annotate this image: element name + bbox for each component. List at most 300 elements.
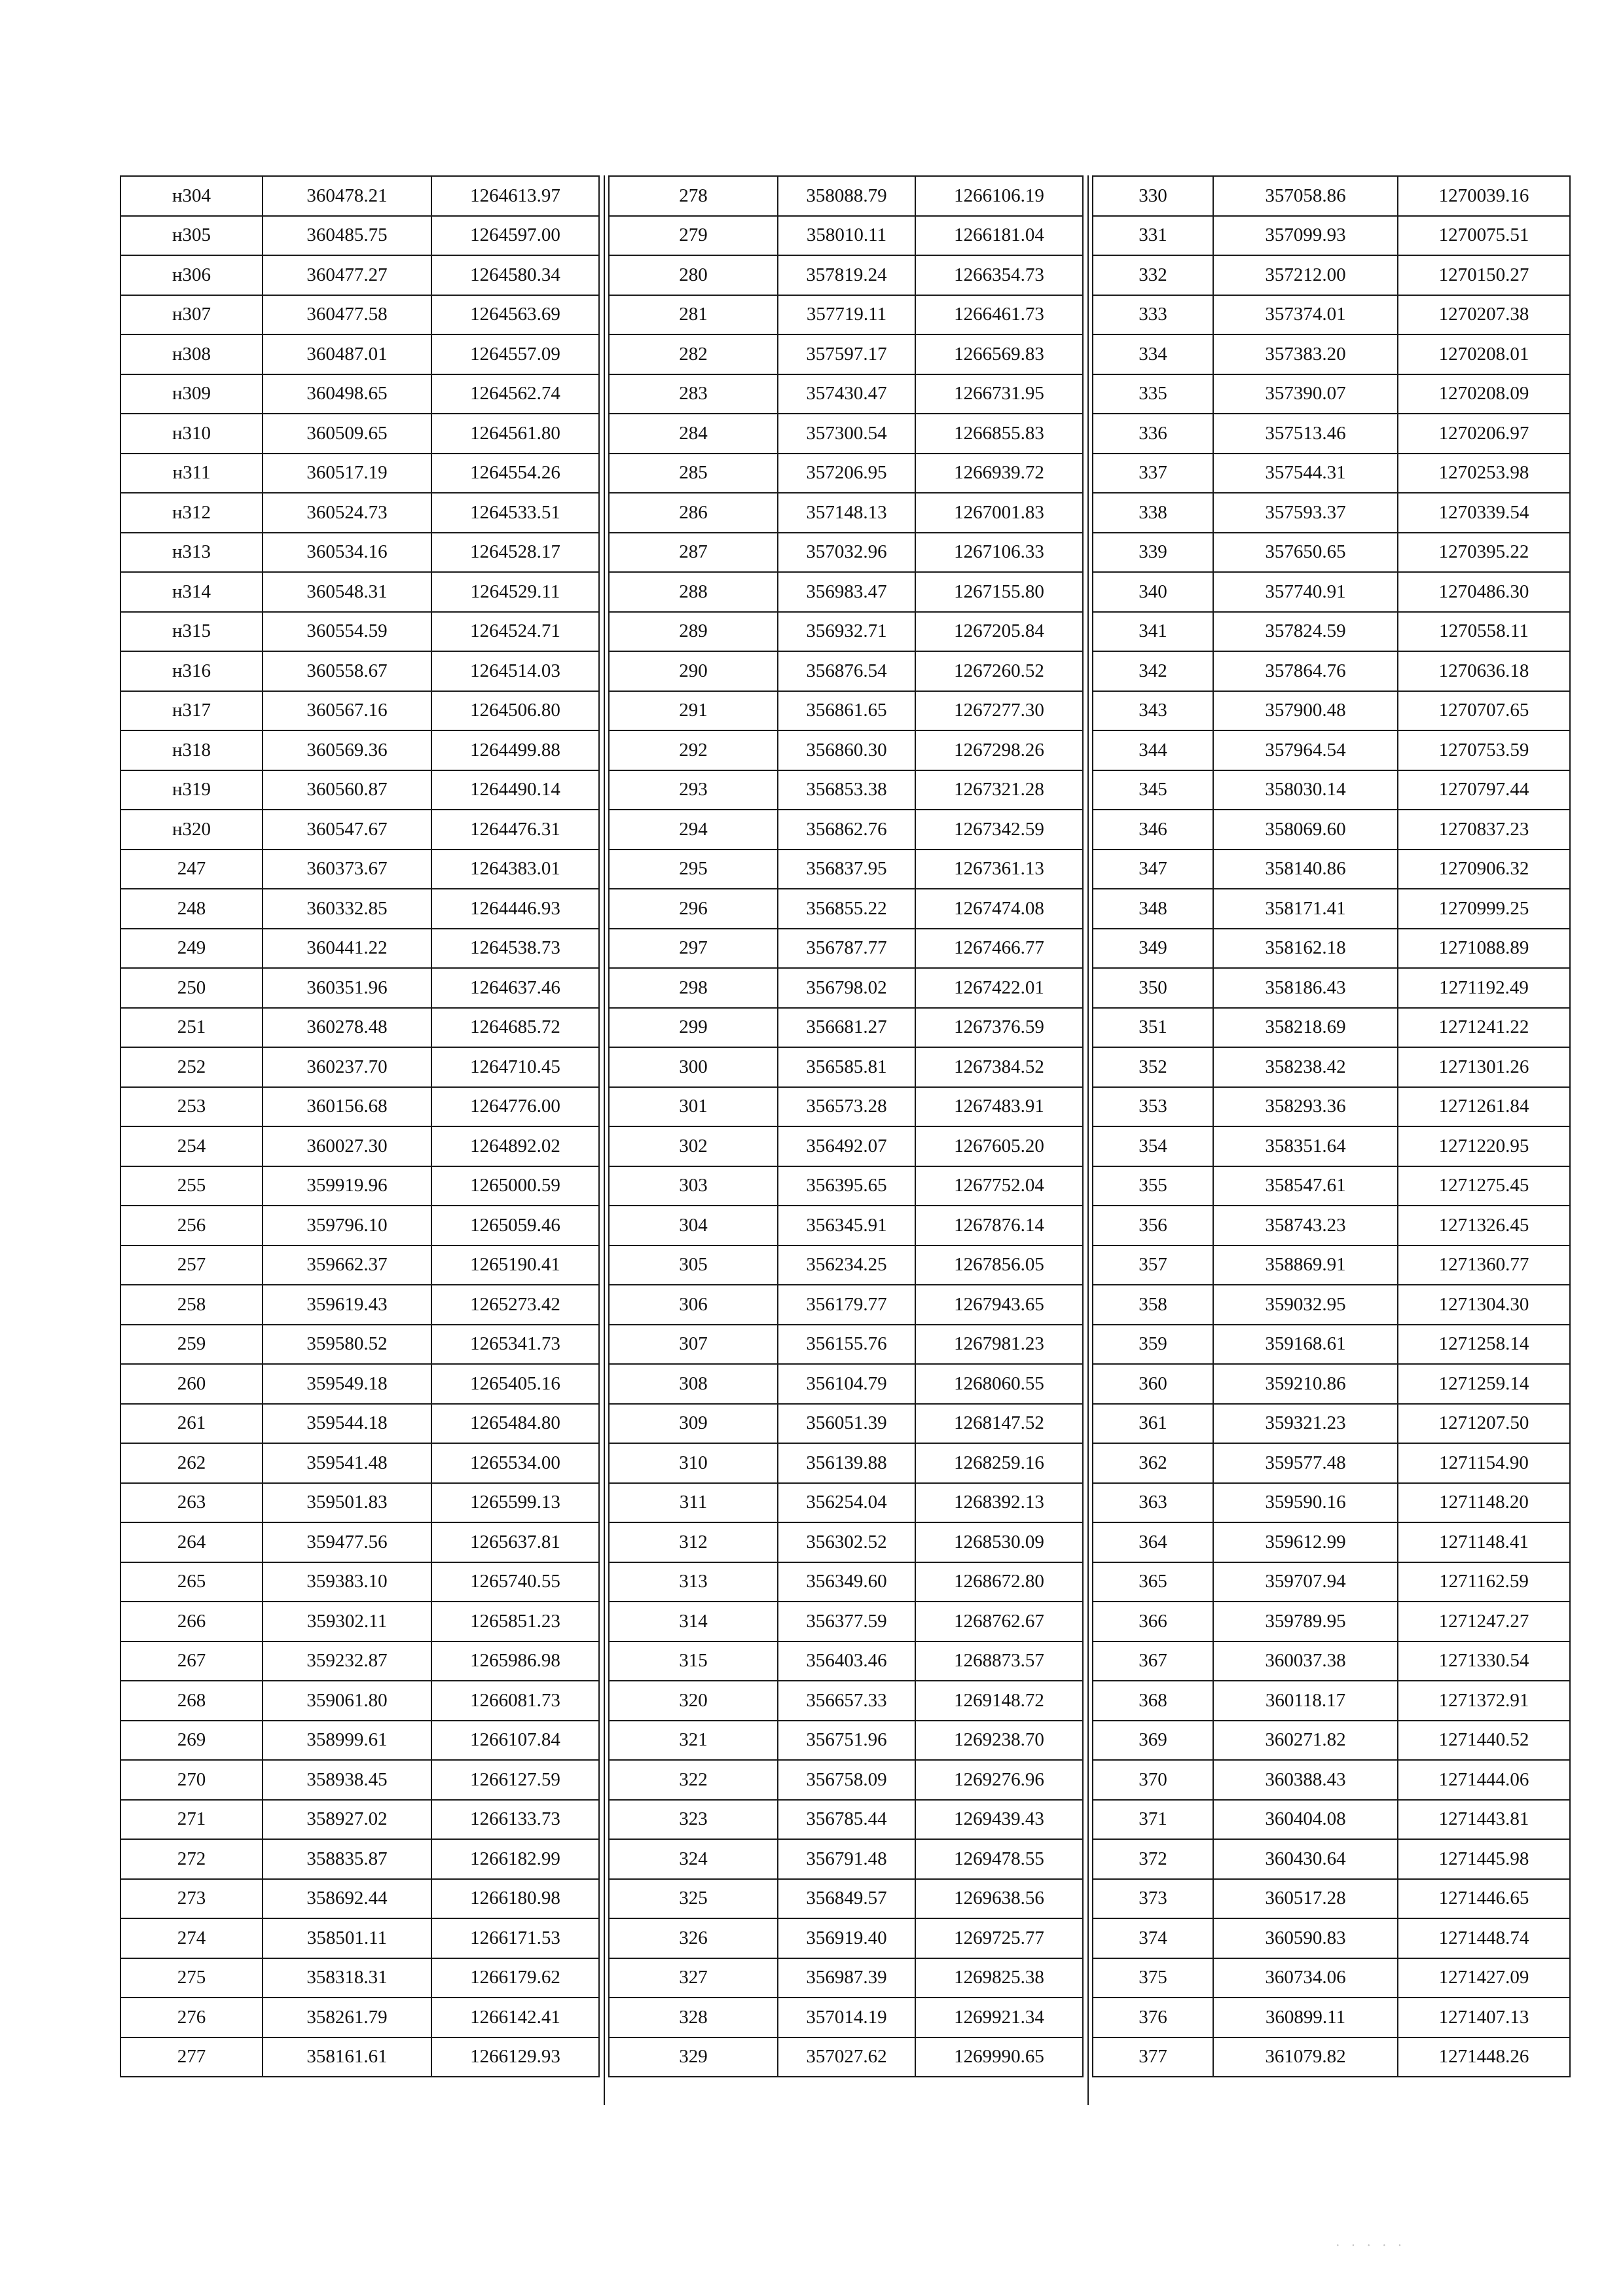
point-number-cell: 305 xyxy=(609,1246,778,1285)
x-coordinate-cell: 359544.18 xyxy=(263,1404,431,1444)
point-number-cell: 312 xyxy=(609,1522,778,1562)
x-coordinate-cell: 358030.14 xyxy=(1213,770,1398,810)
table-row xyxy=(120,1285,599,1325)
table-row xyxy=(120,1087,599,1127)
point-number-cell: 374 xyxy=(1093,1918,1213,1958)
point-number-cell: 367 xyxy=(1093,1641,1213,1681)
table-row xyxy=(1093,730,1570,770)
point-number-cell: н320 xyxy=(120,810,263,850)
x-coordinate-cell: 356302.52 xyxy=(778,1522,915,1562)
table-row xyxy=(120,612,599,652)
y-coordinate-cell: 1270150.27 xyxy=(1398,255,1570,295)
table-row xyxy=(1093,1998,1570,2037)
y-coordinate-cell: 1265405.16 xyxy=(431,1364,599,1404)
x-coordinate-cell: 360373.67 xyxy=(263,850,431,889)
x-coordinate-cell: 360548.31 xyxy=(263,572,431,612)
point-number-cell: 288 xyxy=(609,572,778,612)
x-coordinate-cell: 357900.48 xyxy=(1213,691,1398,731)
table-row xyxy=(1093,1562,1570,1602)
y-coordinate-cell: 1264490.14 xyxy=(431,770,599,810)
table-row xyxy=(609,651,1083,691)
table-row xyxy=(1093,1443,1570,1483)
x-coordinate-cell: 356155.76 xyxy=(778,1325,915,1365)
x-coordinate-cell: 358238.42 xyxy=(1213,1047,1398,1087)
point-number-cell: 335 xyxy=(1093,374,1213,414)
point-number-cell: 310 xyxy=(609,1443,778,1483)
x-coordinate-cell: 358140.86 xyxy=(1213,850,1398,889)
table-row xyxy=(120,651,599,691)
y-coordinate-cell: 1267422.01 xyxy=(915,968,1083,1008)
x-coordinate-cell: 360332.85 xyxy=(263,889,431,929)
table-row xyxy=(120,1522,599,1562)
coordinate-table-block-3 xyxy=(1092,175,1571,2077)
y-coordinate-cell: 1269990.65 xyxy=(915,2037,1083,2077)
x-coordinate-cell: 358869.91 xyxy=(1213,1246,1398,1285)
table-row xyxy=(609,1998,1083,2037)
table-row xyxy=(1093,1087,1570,1127)
point-number-cell: 356 xyxy=(1093,1206,1213,1246)
table-row xyxy=(609,295,1083,335)
point-number-cell: н305 xyxy=(120,216,263,256)
point-number-cell: 308 xyxy=(609,1364,778,1404)
x-coordinate-cell: 360899.11 xyxy=(1213,1998,1398,2037)
x-coordinate-cell: 359541.48 xyxy=(263,1443,431,1483)
table-row xyxy=(120,889,599,929)
point-number-cell: 363 xyxy=(1093,1483,1213,1523)
x-coordinate-cell: 356849.57 xyxy=(778,1879,915,1919)
point-number-cell: н315 xyxy=(120,612,263,652)
x-coordinate-cell: 359577.48 xyxy=(1213,1443,1398,1483)
point-number-cell: 354 xyxy=(1093,1126,1213,1166)
point-number-cell: н308 xyxy=(120,334,263,374)
y-coordinate-cell: 1268873.57 xyxy=(915,1641,1083,1681)
y-coordinate-cell: 1271275.45 xyxy=(1398,1166,1570,1206)
point-number-cell: 368 xyxy=(1093,1681,1213,1721)
table-row xyxy=(120,374,599,414)
table-row xyxy=(1093,1126,1570,1166)
y-coordinate-cell: 1266569.83 xyxy=(915,334,1083,374)
y-coordinate-cell: 1269638.56 xyxy=(915,1879,1083,1919)
point-number-cell: 352 xyxy=(1093,1047,1213,1087)
point-number-cell: 357 xyxy=(1093,1246,1213,1285)
point-number-cell: н310 xyxy=(120,414,263,454)
point-number-cell: 259 xyxy=(120,1325,263,1365)
point-number-cell: 292 xyxy=(609,730,778,770)
table-row xyxy=(609,1325,1083,1365)
y-coordinate-cell: 1264562.74 xyxy=(431,374,599,414)
x-coordinate-cell: 359210.86 xyxy=(1213,1364,1398,1404)
table-row xyxy=(1093,1800,1570,1840)
point-number-cell: н318 xyxy=(120,730,263,770)
x-coordinate-cell: 359383.10 xyxy=(263,1562,431,1602)
x-coordinate-cell: 356345.91 xyxy=(778,1206,915,1246)
table-row xyxy=(609,1562,1083,1602)
y-coordinate-cell: 1266855.83 xyxy=(915,414,1083,454)
point-number-cell: 350 xyxy=(1093,968,1213,1008)
table-row xyxy=(609,1602,1083,1641)
x-coordinate-cell: 356234.25 xyxy=(778,1246,915,1285)
table-row xyxy=(609,414,1083,454)
y-coordinate-cell: 1264561.80 xyxy=(431,414,599,454)
table-row xyxy=(609,1522,1083,1562)
x-coordinate-cell: 359032.95 xyxy=(1213,1285,1398,1325)
coordinate-table-block-2 xyxy=(608,175,1084,2077)
y-coordinate-cell: 1270636.18 xyxy=(1398,651,1570,691)
point-number-cell: 260 xyxy=(120,1364,263,1404)
y-coordinate-cell: 1266127.59 xyxy=(431,1760,599,1800)
y-coordinate-cell: 1264538.73 xyxy=(431,929,599,969)
x-coordinate-cell: 360554.59 xyxy=(263,612,431,652)
point-number-cell: 333 xyxy=(1093,295,1213,335)
table-row xyxy=(1093,929,1570,969)
x-coordinate-cell: 356585.81 xyxy=(778,1047,915,1087)
x-coordinate-cell: 357390.07 xyxy=(1213,374,1398,414)
x-coordinate-cell: 357014.19 xyxy=(778,1998,915,2037)
table-row xyxy=(609,493,1083,533)
y-coordinate-cell: 1264476.31 xyxy=(431,810,599,850)
point-number-cell: 285 xyxy=(609,454,778,493)
point-number-cell: 344 xyxy=(1093,730,1213,770)
point-number-cell: 351 xyxy=(1093,1008,1213,1048)
x-coordinate-cell: 357964.54 xyxy=(1213,730,1398,770)
point-number-cell: 338 xyxy=(1093,493,1213,533)
y-coordinate-cell: 1264597.00 xyxy=(431,216,599,256)
point-number-cell: 377 xyxy=(1093,2037,1213,2077)
point-number-cell: 255 xyxy=(120,1166,263,1206)
y-coordinate-cell: 1264383.01 xyxy=(431,850,599,889)
x-coordinate-cell: 360237.70 xyxy=(263,1047,431,1087)
table-row xyxy=(609,612,1083,652)
y-coordinate-cell: 1271148.20 xyxy=(1398,1483,1570,1523)
x-coordinate-cell: 360477.58 xyxy=(263,295,431,335)
table-row xyxy=(609,454,1083,493)
y-coordinate-cell: 1269725.77 xyxy=(915,1918,1083,1958)
x-coordinate-cell: 360351.96 xyxy=(263,968,431,1008)
point-number-cell: 325 xyxy=(609,1879,778,1919)
point-number-cell: 347 xyxy=(1093,850,1213,889)
y-coordinate-cell: 1271360.77 xyxy=(1398,1246,1570,1285)
y-coordinate-cell: 1264514.03 xyxy=(431,651,599,691)
x-coordinate-cell: 356791.48 xyxy=(778,1839,915,1879)
table-row xyxy=(120,1404,599,1444)
table-row xyxy=(1093,1641,1570,1681)
x-coordinate-cell: 357650.65 xyxy=(1213,533,1398,573)
point-number-cell: 269 xyxy=(120,1721,263,1761)
point-number-cell: 268 xyxy=(120,1681,263,1721)
y-coordinate-cell: 1267384.52 xyxy=(915,1047,1083,1087)
x-coordinate-cell: 357597.17 xyxy=(778,334,915,374)
x-coordinate-cell: 358162.18 xyxy=(1213,929,1398,969)
point-number-cell: 270 xyxy=(120,1760,263,1800)
point-number-cell: 301 xyxy=(609,1087,778,1127)
y-coordinate-cell: 1271326.45 xyxy=(1398,1206,1570,1246)
x-coordinate-cell: 360560.87 xyxy=(263,770,431,810)
x-coordinate-cell: 360271.82 xyxy=(1213,1721,1398,1761)
point-number-cell: 341 xyxy=(1093,612,1213,652)
point-number-cell: 334 xyxy=(1093,334,1213,374)
table-row xyxy=(1093,850,1570,889)
x-coordinate-cell: 357027.62 xyxy=(778,2037,915,2077)
y-coordinate-cell: 1271330.54 xyxy=(1398,1641,1570,1681)
table-row xyxy=(1093,968,1570,1008)
x-coordinate-cell: 356861.65 xyxy=(778,691,915,731)
point-number-cell: 303 xyxy=(609,1166,778,1206)
table-row xyxy=(1093,493,1570,533)
point-number-cell: 295 xyxy=(609,850,778,889)
point-number-cell: 274 xyxy=(120,1918,263,1958)
x-coordinate-cell: 357719.11 xyxy=(778,295,915,335)
y-coordinate-cell: 1271192.49 xyxy=(1398,968,1570,1008)
point-number-cell: 370 xyxy=(1093,1760,1213,1800)
x-coordinate-cell: 360734.06 xyxy=(1213,1958,1398,1998)
y-coordinate-cell: 1267155.80 xyxy=(915,572,1083,612)
table-row xyxy=(120,1879,599,1919)
table-row xyxy=(1093,1958,1570,1998)
point-number-cell: 349 xyxy=(1093,929,1213,969)
table-row xyxy=(1093,889,1570,929)
table-row xyxy=(609,1483,1083,1523)
table-row xyxy=(609,810,1083,850)
table-row xyxy=(1093,1008,1570,1048)
y-coordinate-cell: 1267876.14 xyxy=(915,1206,1083,1246)
table-row xyxy=(1093,255,1570,295)
x-coordinate-cell: 359789.95 xyxy=(1213,1602,1398,1641)
y-coordinate-cell: 1264533.51 xyxy=(431,493,599,533)
table-row xyxy=(120,1483,599,1523)
y-coordinate-cell: 1271407.13 xyxy=(1398,1998,1570,2037)
point-number-cell: 309 xyxy=(609,1404,778,1444)
table-row xyxy=(1093,691,1570,731)
x-coordinate-cell: 358927.02 xyxy=(263,1800,431,1840)
y-coordinate-cell: 1271427.09 xyxy=(1398,1958,1570,1998)
x-coordinate-cell: 359321.23 xyxy=(1213,1404,1398,1444)
y-coordinate-cell: 1271162.59 xyxy=(1398,1562,1570,1602)
x-coordinate-cell: 360118.17 xyxy=(1213,1681,1398,1721)
point-number-cell: 249 xyxy=(120,929,263,969)
table-row xyxy=(1093,770,1570,810)
table-row xyxy=(609,1800,1083,1840)
x-coordinate-cell: 357148.13 xyxy=(778,493,915,533)
x-coordinate-cell: 356860.30 xyxy=(778,730,915,770)
table-row xyxy=(609,691,1083,731)
table-row xyxy=(1093,374,1570,414)
y-coordinate-cell: 1270558.11 xyxy=(1398,612,1570,652)
table-row xyxy=(609,334,1083,374)
point-number-cell: 323 xyxy=(609,1800,778,1840)
x-coordinate-cell: 358743.23 xyxy=(1213,1206,1398,1246)
table-row xyxy=(609,533,1083,573)
point-number-cell: 314 xyxy=(609,1602,778,1641)
y-coordinate-cell: 1271448.26 xyxy=(1398,2037,1570,2077)
point-number-cell: 263 xyxy=(120,1483,263,1523)
table-row xyxy=(120,1166,599,1206)
table-row xyxy=(120,1246,599,1285)
y-coordinate-cell: 1265534.00 xyxy=(431,1443,599,1483)
y-coordinate-cell: 1271148.41 xyxy=(1398,1522,1570,1562)
x-coordinate-cell: 356798.02 xyxy=(778,968,915,1008)
y-coordinate-cell: 1267342.59 xyxy=(915,810,1083,850)
x-coordinate-cell: 359612.99 xyxy=(1213,1522,1398,1562)
x-coordinate-cell: 356395.65 xyxy=(778,1166,915,1206)
y-coordinate-cell: 1266182.99 xyxy=(431,1839,599,1879)
point-number-cell: н311 xyxy=(120,454,263,493)
x-coordinate-cell: 356837.95 xyxy=(778,850,915,889)
y-coordinate-cell: 1267605.20 xyxy=(915,1126,1083,1166)
x-coordinate-cell: 358171.41 xyxy=(1213,889,1398,929)
point-number-cell: 262 xyxy=(120,1443,263,1483)
point-number-cell: 291 xyxy=(609,691,778,731)
x-coordinate-cell: 360547.67 xyxy=(263,810,431,850)
point-number-cell: 364 xyxy=(1093,1522,1213,1562)
y-coordinate-cell: 1270075.51 xyxy=(1398,216,1570,256)
point-number-cell: 345 xyxy=(1093,770,1213,810)
y-coordinate-cell: 1267277.30 xyxy=(915,691,1083,731)
point-number-cell: 247 xyxy=(120,850,263,889)
point-number-cell: н317 xyxy=(120,691,263,731)
y-coordinate-cell: 1264563.69 xyxy=(431,295,599,335)
table-row xyxy=(609,1918,1083,1958)
x-coordinate-cell: 360590.83 xyxy=(1213,1918,1398,1958)
x-coordinate-cell: 360558.67 xyxy=(263,651,431,691)
table-row xyxy=(120,295,599,335)
x-coordinate-cell: 356104.79 xyxy=(778,1364,915,1404)
point-number-cell: 320 xyxy=(609,1681,778,1721)
x-coordinate-cell: 359477.56 xyxy=(263,1522,431,1562)
table-row xyxy=(609,850,1083,889)
y-coordinate-cell: 1270208.01 xyxy=(1398,334,1570,374)
point-number-cell: 362 xyxy=(1093,1443,1213,1483)
table-row xyxy=(120,255,599,295)
x-coordinate-cell: 357824.59 xyxy=(1213,612,1398,652)
y-coordinate-cell: 1269478.55 xyxy=(915,1839,1083,1879)
y-coordinate-cell: 1265986.98 xyxy=(431,1641,599,1681)
table-row xyxy=(1093,1681,1570,1721)
x-coordinate-cell: 356855.22 xyxy=(778,889,915,929)
point-number-cell: 287 xyxy=(609,533,778,573)
table-row xyxy=(609,2037,1083,2077)
table-row xyxy=(609,730,1083,770)
x-coordinate-cell: 358692.44 xyxy=(263,1879,431,1919)
point-number-cell: 324 xyxy=(609,1839,778,1879)
table-row xyxy=(1093,454,1570,493)
y-coordinate-cell: 1271301.26 xyxy=(1398,1047,1570,1087)
coordinate-table-block-1 xyxy=(120,175,600,2077)
table-row xyxy=(1093,1206,1570,1246)
x-coordinate-cell: 360477.27 xyxy=(263,255,431,295)
y-coordinate-cell: 1269921.34 xyxy=(915,1998,1083,2037)
y-coordinate-cell: 1270253.98 xyxy=(1398,454,1570,493)
y-coordinate-cell: 1265000.59 xyxy=(431,1166,599,1206)
y-coordinate-cell: 1271440.52 xyxy=(1398,1721,1570,1761)
x-coordinate-cell: 359168.61 xyxy=(1213,1325,1398,1365)
point-number-cell: 326 xyxy=(609,1918,778,1958)
table-row xyxy=(609,1126,1083,1166)
point-number-cell: 254 xyxy=(120,1126,263,1166)
table-row xyxy=(1093,1918,1570,1958)
x-coordinate-cell: 356862.76 xyxy=(778,810,915,850)
point-number-cell: 282 xyxy=(609,334,778,374)
y-coordinate-cell: 1267205.84 xyxy=(915,612,1083,652)
y-coordinate-cell: 1266107.84 xyxy=(431,1721,599,1761)
point-number-cell: 252 xyxy=(120,1047,263,1087)
y-coordinate-cell: 1270753.59 xyxy=(1398,730,1570,770)
y-coordinate-cell: 1268762.67 xyxy=(915,1602,1083,1641)
x-coordinate-cell: 359662.37 xyxy=(263,1246,431,1285)
point-number-cell: 300 xyxy=(609,1047,778,1087)
table-row xyxy=(120,968,599,1008)
table-row xyxy=(1093,1364,1570,1404)
table-row xyxy=(120,1206,599,1246)
point-number-cell: 251 xyxy=(120,1008,263,1048)
y-coordinate-cell: 1271372.91 xyxy=(1398,1681,1570,1721)
x-coordinate-cell: 356573.28 xyxy=(778,1087,915,1127)
table-row xyxy=(1093,1047,1570,1087)
table-row xyxy=(120,1047,599,1087)
y-coordinate-cell: 1268672.80 xyxy=(915,1562,1083,1602)
x-coordinate-cell: 359061.80 xyxy=(263,1681,431,1721)
y-coordinate-cell: 1271088.89 xyxy=(1398,929,1570,969)
x-coordinate-cell: 357206.95 xyxy=(778,454,915,493)
y-coordinate-cell: 1271258.14 xyxy=(1398,1325,1570,1365)
point-number-cell: н307 xyxy=(120,295,263,335)
point-number-cell: 366 xyxy=(1093,1602,1213,1641)
table-row xyxy=(120,334,599,374)
x-coordinate-cell: 356377.59 xyxy=(778,1602,915,1641)
y-coordinate-cell: 1270339.54 xyxy=(1398,493,1570,533)
point-number-cell: 266 xyxy=(120,1602,263,1641)
y-coordinate-cell: 1269238.70 xyxy=(915,1721,1083,1761)
y-coordinate-cell: 1268530.09 xyxy=(915,1522,1083,1562)
x-coordinate-cell: 360156.68 xyxy=(263,1087,431,1127)
x-coordinate-cell: 359501.83 xyxy=(263,1483,431,1523)
point-number-cell: 373 xyxy=(1093,1879,1213,1919)
table-row xyxy=(120,1839,599,1879)
point-number-cell: 327 xyxy=(609,1958,778,1998)
x-coordinate-cell: 358501.11 xyxy=(263,1918,431,1958)
x-coordinate-cell: 360430.64 xyxy=(1213,1839,1398,1879)
table-row xyxy=(609,1246,1083,1285)
table-row xyxy=(609,929,1083,969)
y-coordinate-cell: 1267001.83 xyxy=(915,493,1083,533)
x-coordinate-cell: 360517.28 xyxy=(1213,1879,1398,1919)
block-separator-line xyxy=(1087,175,1089,2105)
point-number-cell: 329 xyxy=(609,2037,778,2077)
table-row xyxy=(120,810,599,850)
x-coordinate-cell: 356681.27 xyxy=(778,1008,915,1048)
table-row xyxy=(120,2037,599,2077)
point-number-cell: н314 xyxy=(120,572,263,612)
point-number-cell: 253 xyxy=(120,1087,263,1127)
y-coordinate-cell: 1264446.93 xyxy=(431,889,599,929)
point-number-cell: 265 xyxy=(120,1562,263,1602)
y-coordinate-cell: 1271247.27 xyxy=(1398,1602,1570,1641)
y-coordinate-cell: 1266179.62 xyxy=(431,1958,599,1998)
y-coordinate-cell: 1271304.30 xyxy=(1398,1285,1570,1325)
table-row xyxy=(609,1087,1083,1127)
y-coordinate-cell: 1267752.04 xyxy=(915,1166,1083,1206)
y-coordinate-cell: 1271220.95 xyxy=(1398,1126,1570,1166)
table-row xyxy=(609,1166,1083,1206)
x-coordinate-cell: 356785.44 xyxy=(778,1800,915,1840)
point-number-cell: 261 xyxy=(120,1404,263,1444)
point-number-cell: 307 xyxy=(609,1325,778,1365)
y-coordinate-cell: 1267106.33 xyxy=(915,533,1083,573)
point-number-cell: 339 xyxy=(1093,533,1213,573)
x-coordinate-cell: 361079.82 xyxy=(1213,2037,1398,2077)
y-coordinate-cell: 1271261.84 xyxy=(1398,1087,1570,1127)
y-coordinate-cell: 1268060.55 xyxy=(915,1364,1083,1404)
point-number-cell: 340 xyxy=(1093,572,1213,612)
